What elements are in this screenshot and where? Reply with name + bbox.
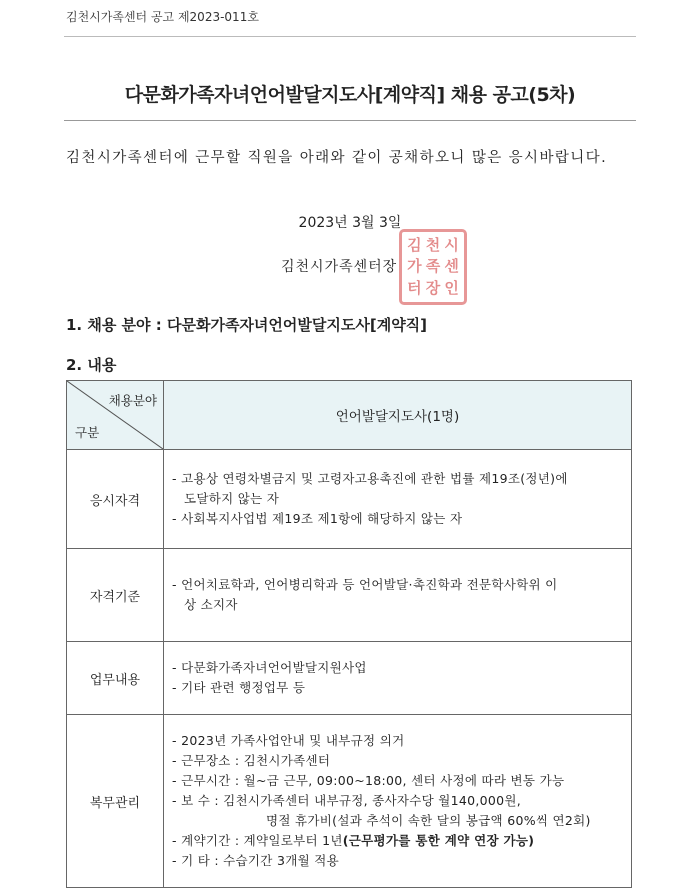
table-row <box>67 715 632 888</box>
recruitment-table <box>66 380 632 888</box>
service-content <box>164 715 632 888</box>
seal-char: 천 <box>425 236 441 254</box>
content-line: - 기 타 : 수습기간 3개월 적용 <box>172 853 339 868</box>
official-seal <box>399 229 467 305</box>
seal-char: 인 <box>444 278 459 297</box>
page-title: 다문화가족자녀언어발달지도사[계약직] 채용 공고(5차) <box>124 84 576 106</box>
content-line: - 다문화가족자녀언어발달지원사업 <box>172 660 367 675</box>
row-label-qualification: 응시자격 <box>67 450 164 549</box>
section-2-heading: 2. 내용 <box>66 356 117 374</box>
table-row <box>67 549 632 642</box>
content-line: 상 소지자 <box>184 597 238 612</box>
top-divider <box>64 36 636 37</box>
table-row <box>67 450 632 549</box>
content-line: - 사회복지사업법 제19조 제1항에 해당하지 않는 자 <box>172 511 463 526</box>
content-line: - 2023년 가족사업안내 및 내부규정 의거 <box>172 733 405 748</box>
seal-char: 김 <box>407 236 422 254</box>
notice-number: 김천시가족센터 공고 제2023-011호 <box>66 10 259 24</box>
row-label-duties: 업무내용 <box>67 642 164 715</box>
seal-char: 족 <box>425 257 441 276</box>
notice-date: 2023년 3월 3일 <box>298 215 402 231</box>
content-line: - 고용상 연령차별금지 및 고령자고용촉진에 관한 법률 제19조(정년)에 <box>172 471 568 486</box>
seal-char: 시 <box>444 236 459 254</box>
position-header: 언어발달지도사(1명) <box>164 381 632 450</box>
seal-char: 장 <box>425 278 441 297</box>
table-header-row <box>67 381 632 450</box>
header-recruit-field: 채용분야 <box>108 393 157 408</box>
content-line: - 근무장소 : 김천시가족센터 <box>172 753 331 768</box>
content-line: 도달하지 않는 자 <box>184 491 280 506</box>
issuer-name: 김천시가족센터장 <box>281 259 398 275</box>
contract-period: - 계약기간 : 계약일로부터 1년 <box>172 833 343 848</box>
section-1-heading: 1. 채용 분야 : 다문화가족자녀언어발달지도사[계약직] <box>66 316 428 334</box>
diagonal-header-cell <box>67 381 164 450</box>
seal-char: 터 <box>407 278 422 297</box>
content-line: - 언어치료학과, 언어병리학과 등 언어발달·촉진학과 전문학사학위 이 <box>172 577 558 592</box>
content-line: - 보 수 : 김천시가족센터 내부규정, 종사자수당 월140,000원, <box>172 793 522 808</box>
header-category: 구분 <box>75 425 100 440</box>
contract-extension-note: (근무평가를 통한 계약 연장 가능) <box>342 833 535 848</box>
table-row <box>67 642 632 715</box>
content-line: - 기타 관련 행정업무 등 <box>172 680 306 695</box>
duties-content <box>164 642 632 715</box>
seal-char: 센 <box>444 257 459 276</box>
content-line: - 근무시간 : 월~금 근무, 09:00~18:00, 센터 사정에 따라 변동 가능 <box>172 773 565 788</box>
title-divider <box>64 120 636 121</box>
content-line: 명절 휴가비(설과 추석이 속한 달의 봉급액 60%씩 연2회) <box>266 813 591 828</box>
row-label-criteria: 자격기준 <box>67 549 164 642</box>
seal-char: 가 <box>407 257 422 276</box>
row-label-service: 복무관리 <box>67 715 164 888</box>
content-line <box>172 831 623 851</box>
intro-paragraph: 김천시가족센터에 근무할 직원을 아래와 같이 공채하오니 많은 응시바랍니다. <box>66 150 608 166</box>
qualification-content <box>164 450 632 549</box>
criteria-content <box>164 549 632 642</box>
